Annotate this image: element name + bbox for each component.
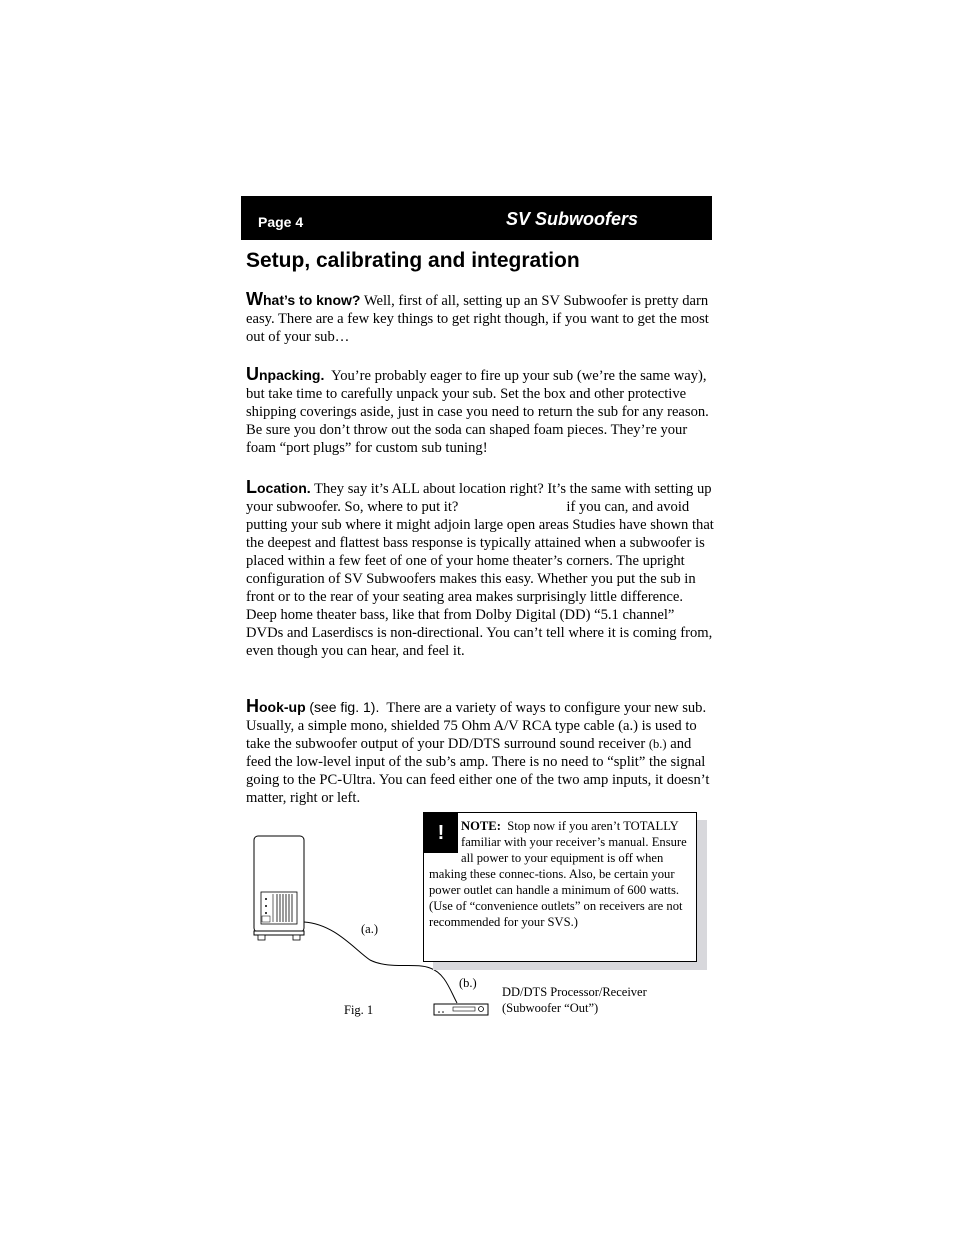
section-body: There are a variety of ways to configure your new sub. Usually, a simple mono, shielded 75 Ohm A/V RCA type cable (a.) is used to take the subwoofer output of your DD/DTS surround sound receiver [246,700,707,752]
page-title: Setup, calibrating and integration [246,249,580,272]
section-body: They say it’s ALL about location right? It’s the same with setting up your subwoofer. So, where to put it? [246,481,712,515]
section-lead: Unpacking. [246,364,325,384]
header-title: SV Subwoofers [506,209,639,229]
warning-icon: ! [424,813,458,853]
figure-reference: (see fig. 1). [309,699,380,715]
receiver-label: DD/DTS Processor/Receiver [502,985,647,999]
section-location [246,478,714,660]
note-label: NOTE: [461,819,501,833]
section-lead: Hook-up [246,696,306,716]
section-body-continued: and feed the low-level input of the sub’s amp. There is no need to “split” the signal going to the PC-Ultra. You can feed either one of the two amp inputs, it doesn’t matter, right or left. [246,736,710,806]
receiver-sublabel: (Subwoofer “Out”) [502,1001,599,1015]
cable-label-b: (b.) [459,976,477,990]
section-body: Well, first of all, setting up an SV Subwoofer is pretty darn easy. There are a few key things to get right though, if you want to get the most out of your sub… [246,293,709,345]
note-box [423,812,697,962]
figure-caption: Fig. 1 [344,1003,374,1017]
figure-callout-b: (b.) [648,737,667,751]
section-lead: What’s to know? [246,289,361,309]
section-lead: Location. [246,477,311,497]
page-number: Page 4 [258,214,304,230]
note-text [429,818,691,930]
hookup-figure [245,810,715,1025]
section-body-continued: if you can, and avoid putting your sub where it might adjoin large open areas Studies have shown that the deepest and flattest bass response is typically attained when a subwoofer is placed within a few feet of one of your home theater’s corners. The upright configuration of SV Subwoofers makes this easy. Whether you put the sub in front or to the rear of your seating area makes surprisingly little difference. Deep home theater bass, like that from Dolby Digital (DD) “5.1 channel” DVDs and Laserdiscs is non-directional. You can’t tell where it is coming from, even though you can hear, and feel it. [246,499,714,659]
note-body: Stop now if you aren’t TOTALLY familiar with your receiver’s manual. Ensure all power to your equipment is off when making these connec-tions. Also, be certain your power outlet can handle a minimum of 600 watts. (Use of “convenience outlets” on receivers are not recommended for your SVS.) [429,819,687,929]
receiver-illustration [434,1004,488,1015]
subwoofer-illustration [254,836,304,940]
cable-label-a: (a.) [361,922,378,936]
page-header [241,196,712,240]
section-body: You’re probably eager to fire up your sub (we’re the same way), but take time to carefully unpack your sub. Set the box and other protective shipping coverings aside, just in case you need to return the sub for any reason. Be sure you don’t throw out the soda can shaped foam pieces. They’re your foam “port plugs” for custom sub tuning! [246,368,709,456]
section-unpacking [246,365,714,457]
section-whats-to-know [246,290,714,346]
section-hookup [246,697,714,807]
